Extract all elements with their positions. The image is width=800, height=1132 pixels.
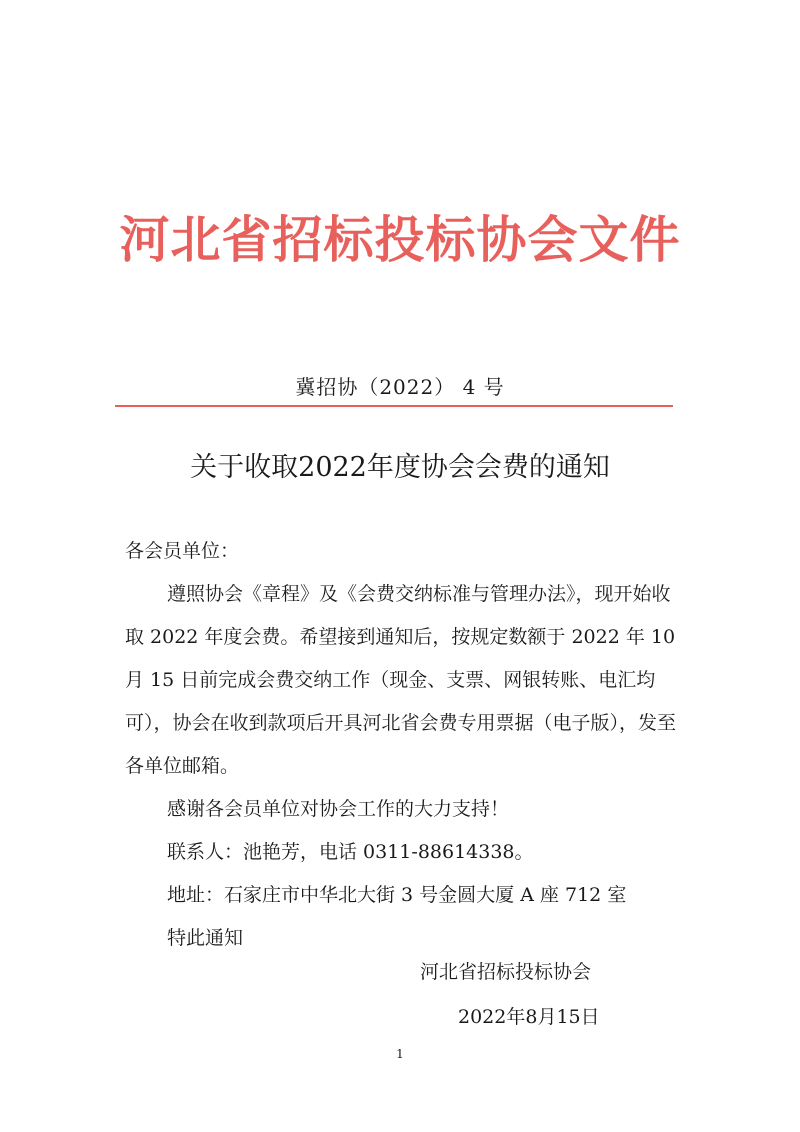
contact-line: 联系人：池艳芳，电话 0311-88614338。 [167, 841, 534, 863]
document-number: 冀招协（2022） 4 号 [295, 375, 505, 399]
document-masthead: 河北省招标投标协会文件 [119, 210, 681, 269]
signature-date: 2022年8月15日 [458, 1006, 600, 1028]
main-paragraph: 遵照协会《章程》及《会费交纳标准与管理办法》，现开始收取 2022 年度会费。希望接到通知后，按规定数额于 2022 年 10 月 15 日前完成会费交纳工作（现金、支票、网银转账、电汇均可），协会在收到款项后开具河北省会费专用票据（电子版），发至各单位邮箱。 [125, 583, 677, 777]
signature-org: 河北省招标投标协会 [420, 961, 592, 983]
salutation: 各会员单位： [125, 540, 240, 562]
header-divider [115, 405, 673, 407]
address-line: 地址：石家庄市中华北大街 3 号金圆大厦 A 座 712 室 [167, 884, 627, 906]
notice-title: 关于收取2022年度协会会费的通知 [190, 452, 610, 483]
notice-body [125, 530, 685, 960]
thanks-line: 感谢各会员单位对协会工作的大力支持！ [167, 798, 510, 820]
closing-line: 特此通知 [167, 927, 244, 949]
page-number: 1 [396, 1047, 404, 1061]
